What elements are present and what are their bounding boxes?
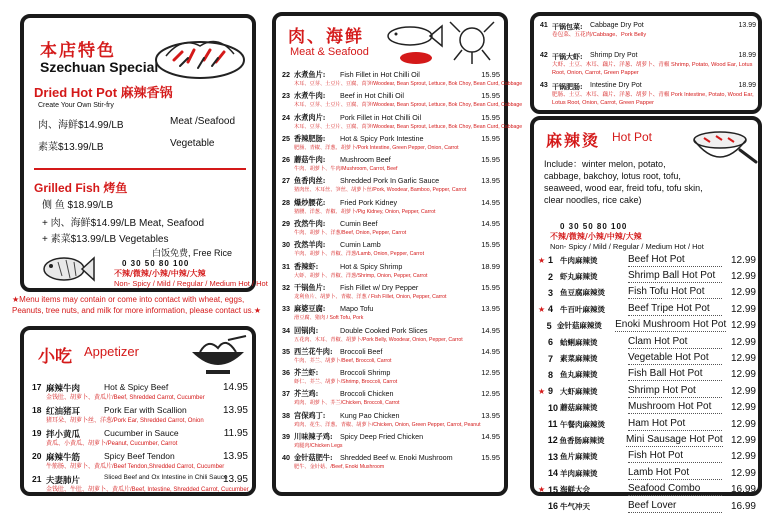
item-ingredients: 金钱肚、胡萝卜、黄瓜片/Beef, Shredded Carrot, Cucumber bbox=[46, 395, 205, 401]
list-item bbox=[538, 449, 756, 465]
item-name-en: Shredded Beef w. Enoki Mushroom bbox=[340, 453, 453, 463]
item-name-en: Cucumber in Sauce bbox=[104, 428, 179, 438]
item-name-cn: 香辣肥肠: bbox=[294, 133, 326, 143]
item-name-en: Hot & Spicy Beef bbox=[104, 382, 169, 392]
item-name-cn: 虾丸麻辣烫 bbox=[560, 272, 598, 282]
list-item bbox=[538, 498, 756, 514]
item-price: 15.95 bbox=[481, 133, 500, 143]
item-name-en: Beef Lover bbox=[628, 500, 722, 513]
item-price: 12.99 bbox=[730, 353, 756, 365]
item-ingredients: 木耳、豆芽、土豆片、豆腐、莴笋/Woodear, Bean Sprout, Lettuce, Bok Choy, Bean Curd, Cabbage bbox=[294, 123, 523, 130]
item-price: 12.99 bbox=[730, 320, 756, 332]
hotpot-price-meat-label: Meat /Seafood bbox=[170, 116, 236, 127]
dried-hotpot-subtitle: Create Your Own Stir-fry bbox=[38, 102, 114, 109]
list-item bbox=[538, 432, 756, 448]
list-item bbox=[282, 155, 500, 176]
item-name-cn: 牛百叶麻辣烫 bbox=[560, 304, 605, 314]
list-item bbox=[282, 432, 500, 453]
item-name-cn: 水煮牛肉: bbox=[294, 91, 326, 101]
item-number: 22 bbox=[282, 70, 290, 79]
meat-seafood-title-en: Meat & Seafood bbox=[290, 46, 369, 58]
item-name-en: Fried Pork Kidney bbox=[340, 197, 398, 207]
item-price: 12.99 bbox=[730, 287, 756, 299]
item-name-en: Shrimp Hot Pot bbox=[628, 385, 722, 398]
item-price: 12.99 bbox=[730, 254, 756, 266]
item-price: 14.95 bbox=[481, 197, 500, 207]
spicy-level-scale bbox=[550, 222, 704, 251]
item-name-en: Double Cooked Pork Slices bbox=[340, 325, 428, 335]
list-item bbox=[538, 301, 756, 317]
list-item bbox=[282, 389, 500, 410]
item-ingredients: 羊肉、胡萝卜、青椒、洋葱/Lamb, Onion, Pepper, Carrot bbox=[294, 251, 425, 258]
item-number: 3 bbox=[548, 287, 554, 298]
item-name-en: Hot & Spicy Shrimp bbox=[340, 261, 403, 271]
item-price: 12.99 bbox=[730, 369, 756, 381]
item-price: 12.99 bbox=[730, 336, 756, 348]
item-ingredients: 牛肉、芥兰、胡萝卜/Beef, Broccoli, Carrot bbox=[294, 357, 392, 364]
list-item bbox=[32, 474, 254, 497]
item-number: 27 bbox=[282, 176, 290, 186]
hot-pot-title-cn: 麻辣烫 bbox=[546, 131, 601, 150]
list-item bbox=[540, 22, 756, 52]
item-number: 9 bbox=[548, 386, 554, 397]
item-name-cn: 孜然羊肉: bbox=[294, 240, 326, 250]
item-number: 21 bbox=[32, 474, 42, 484]
item-number: 30 bbox=[282, 240, 290, 250]
item-price: 14.95 bbox=[481, 219, 500, 229]
meat-seafood-title-cn: 肉、海鲜 bbox=[288, 27, 364, 47]
item-ingredients: 肥肠、青椒、洋葱、胡萝卜/Pork Intestine, Green Pepper, Onion, Carrot bbox=[294, 144, 459, 151]
appetizer-title-cn: 小吃 bbox=[38, 347, 72, 367]
divider bbox=[34, 168, 246, 170]
item-number: 39 bbox=[282, 432, 290, 442]
list-item bbox=[32, 428, 254, 451]
item-number: 7 bbox=[548, 353, 554, 364]
list-item bbox=[32, 382, 254, 405]
item-number: 40 bbox=[282, 453, 290, 463]
bowl-illustration-icon bbox=[188, 336, 248, 376]
spicy-level-en: Non- Spicy / Mild / Regular / Medium Hot / Hot bbox=[550, 242, 704, 251]
item-name-cn: 鱼片麻辣烫 bbox=[560, 452, 598, 462]
item-number: 28 bbox=[282, 197, 290, 207]
list-item bbox=[538, 285, 756, 301]
item-ingredients: 鸡腿肉/Chicken Legs bbox=[294, 443, 343, 450]
list-item bbox=[282, 70, 523, 91]
item-number: 32 bbox=[282, 282, 290, 292]
item-number: 23 bbox=[282, 91, 290, 101]
item-name-en: Beef Tripe Hot Pot bbox=[628, 303, 722, 316]
item-number: 33 bbox=[282, 304, 290, 314]
list-item bbox=[282, 91, 523, 112]
list-item bbox=[538, 465, 756, 481]
hot-pot-list bbox=[538, 252, 756, 514]
spicy-level-scale bbox=[114, 246, 268, 288]
item-ingredients: 木耳、豆芽、土豆片、豆腐、莴笋/Woodear, Bean Sprout, Lettuce, Bok Choy, Bean Curd, Cabbage bbox=[294, 102, 523, 109]
item-price: 13.95 bbox=[222, 451, 248, 462]
item-name-cn: 回锅肉: bbox=[294, 325, 319, 335]
item-price: 12.95 bbox=[481, 389, 500, 399]
seafood-illustration-icon bbox=[376, 18, 502, 68]
list-item bbox=[538, 416, 756, 432]
list-item bbox=[282, 240, 500, 261]
item-name-en: Fish Tofu Hot Pot bbox=[628, 286, 722, 299]
list-item bbox=[538, 252, 756, 268]
item-number: 31 bbox=[282, 261, 290, 271]
item-ingredients: 猪腰、洋葱、青椒、胡萝卜/Pig Kidney, Onion, Pepper, Carrot bbox=[294, 208, 436, 215]
item-number: 8 bbox=[548, 369, 554, 380]
item-name-cn: 爆炒腰花: bbox=[294, 197, 326, 207]
dry-pot-list bbox=[540, 22, 756, 112]
item-name-cn: 鱼香肉丝: bbox=[294, 176, 326, 186]
item-name-cn: 蘑菇牛肉: bbox=[294, 155, 326, 165]
list-item bbox=[282, 176, 500, 197]
item-price: 15.95 bbox=[481, 91, 500, 101]
item-price: 15.95 bbox=[481, 240, 500, 250]
item-number: 14 bbox=[548, 468, 559, 479]
item-price: 13.95 bbox=[222, 474, 248, 485]
item-price: 13.95 bbox=[481, 304, 500, 314]
item-number: 35 bbox=[282, 346, 290, 356]
item-ingredients: 大虾、胡萝卜、青椒、洋葱/Shrimp, Onion, Pepper, Carrot bbox=[294, 272, 428, 279]
meat-seafood-panel bbox=[272, 12, 523, 496]
item-name-en: Mapo Tofu bbox=[340, 304, 374, 314]
spicy-level-en: Non- Spicy / Mild / Regular / Medium Hot / Hot bbox=[114, 279, 268, 288]
item-ingredients: 五花肉、木耳、青椒、胡萝卜/Pork Belly, Woodear, Onion, Pepper, Carrot bbox=[294, 336, 463, 343]
item-price: 12.99 bbox=[730, 434, 756, 446]
spicy-level-numbers: 0 30 50 80 100 bbox=[560, 222, 628, 231]
item-name-en: Mushroom Beef bbox=[340, 155, 391, 165]
item-price: 12.99 bbox=[730, 303, 756, 315]
item-name-en: Fish Hot Pot bbox=[628, 450, 722, 463]
hot-pot-title-en: Hot Pot bbox=[612, 130, 653, 144]
item-number: 43 bbox=[540, 82, 548, 89]
grilled-fish-base-price: 侧 鱼 $18.99/LB bbox=[42, 200, 114, 211]
item-price: 13.95 bbox=[481, 410, 500, 420]
item-name-en: Intestine Dry Pot bbox=[590, 82, 642, 89]
item-name-en: Sliced Beef and Ox Intestine in Chili Sauce bbox=[104, 474, 228, 481]
item-price: 15.95 bbox=[481, 112, 500, 122]
item-name-cn: 鱼丸麻辣烫 bbox=[560, 370, 598, 380]
item-name-cn: 西兰花牛肉: bbox=[294, 346, 333, 356]
item-price: 14.95 bbox=[481, 432, 500, 442]
list-item bbox=[282, 347, 500, 368]
item-price: 13.95 bbox=[481, 176, 500, 186]
list-item bbox=[540, 82, 756, 112]
item-ingredients: 鸡肉、花生、洋葱、青椒、胡萝卜/Chicken, Onion, Green Pepper, Carrot, Peanut bbox=[294, 421, 481, 428]
item-price: 13.99 bbox=[738, 22, 756, 29]
item-name-en: Broccoli Beef bbox=[340, 346, 383, 356]
item-number: 20 bbox=[32, 451, 42, 461]
item-name-en: Fish Fillet in Hot Chilli Oil bbox=[340, 70, 420, 79]
special-title-en: Szechuan Special bbox=[40, 59, 159, 75]
thumbs-up-icon: ★ bbox=[538, 485, 546, 495]
spicy-level-cn: 不辣/微辣/小辣/中辣/大辣 bbox=[114, 268, 206, 278]
item-price: 18.99 bbox=[738, 82, 756, 89]
item-name-en: Fish Ball Hot Pot bbox=[628, 368, 722, 381]
spicy-level-cn: 不辣/微辣/小辣/中辣/大辣 bbox=[550, 231, 642, 241]
item-number: 13 bbox=[548, 451, 559, 462]
item-price: 12.99 bbox=[730, 385, 756, 397]
item-name-cn: 鱼豆腐麻辣烫 bbox=[560, 288, 605, 298]
list-item bbox=[282, 411, 500, 432]
item-price: 14.95 bbox=[481, 346, 500, 356]
item-price: 14.95 bbox=[481, 325, 500, 335]
list-item bbox=[538, 318, 756, 334]
chili-dish-illustration-icon bbox=[152, 26, 248, 82]
list-item bbox=[282, 112, 523, 134]
dried-hotpot-title: Dried Hot Pot 麻辣香锅 bbox=[34, 85, 173, 100]
item-price: 12.99 bbox=[730, 402, 756, 414]
item-ingredients: 鸡肉、胡萝卜、芥兰/Chicken, Broccoli, Carrot bbox=[294, 400, 400, 407]
item-name-cn: 夫妻肺片 bbox=[46, 476, 81, 486]
list-item bbox=[538, 400, 756, 416]
item-price: 15.95 bbox=[481, 282, 500, 292]
item-name-en: Broccoli Chicken bbox=[340, 389, 394, 399]
item-name-cn: 金针菇肥牛: bbox=[294, 453, 333, 463]
item-price: 12.95 bbox=[481, 368, 500, 378]
item-number: 18 bbox=[32, 405, 42, 415]
hot-pot-panel bbox=[530, 116, 762, 512]
item-name-cn: 孜然牛肉: bbox=[294, 219, 326, 229]
hotpot-price-veg: 素菜$13.99/LB bbox=[38, 142, 104, 153]
item-ingredients: 虾仁、芥兰、胡萝卜/Shrimp, Broccoli, Carrot bbox=[294, 379, 398, 386]
item-ingredients: 大虾、土豆、木耳、藕片、洋葱、胡萝卜、青椒 Shrimp, Potato, Wood Ear, Lotus Root, Onion, Carrot, Green Papper bbox=[552, 62, 753, 76]
item-ingredients: 卷包菜、五花肉/Cabbage、Pork Belly bbox=[552, 32, 647, 38]
hotpot-price-meat: 肉、海鲜$14.99/LB bbox=[38, 120, 124, 131]
item-number: 15 bbox=[548, 484, 559, 495]
item-name-en: Broccoli Shrimp bbox=[340, 368, 391, 378]
item-name-en: Beef in Hot Chilli Oil bbox=[340, 91, 404, 101]
item-ingredients: 猪肉丝、木耳丝、笋丝、胡萝卜丝/Pork, Woodear, Bamboo, Pepper, Carrot bbox=[294, 187, 467, 194]
item-name-cn: 香辣虾: bbox=[294, 261, 319, 271]
item-name-cn: 海鲜大会 bbox=[560, 485, 590, 495]
item-price: 12.99 bbox=[730, 467, 756, 479]
item-name-cn: 干锅肥肠: bbox=[552, 82, 583, 91]
free-rice-note: 白饭免费, Free Rice bbox=[152, 248, 233, 258]
item-name-cn: 麻辣牛筋 bbox=[46, 453, 81, 463]
item-number: 10 bbox=[548, 402, 559, 413]
list-item bbox=[282, 219, 500, 240]
item-price: 15.95 bbox=[481, 453, 500, 463]
item-price: 12.99 bbox=[730, 418, 756, 430]
item-name-cn: 干锅鱼片: bbox=[294, 282, 326, 292]
item-name-cn: 牛肉麻辣烫 bbox=[560, 255, 598, 265]
item-name-en: Cumin Lamb bbox=[340, 240, 381, 250]
item-price: 14.95 bbox=[222, 382, 248, 393]
item-number: 1 bbox=[548, 255, 554, 266]
item-name-cn: 素菜麻辣烫 bbox=[560, 354, 598, 364]
thumbs-up-icon: ★ bbox=[538, 304, 546, 314]
item-number: 41 bbox=[540, 22, 548, 29]
item-number: 26 bbox=[282, 155, 290, 165]
item-ingredients: 木耳、豆芽、土豆片、豆腐、莴笋/Woodear, Bean Sprout, Lettuce, Bok Choy, Bean Curd, Cabbage bbox=[294, 81, 523, 87]
item-number: 5 bbox=[546, 320, 552, 331]
appetizer-title-en: Appetizer bbox=[84, 344, 139, 359]
grilled-fish-title: Grilled Fish 烤鱼 bbox=[34, 181, 128, 195]
item-ingredients: 滑豆腐、猪肉 / Soft Tofu, Pork bbox=[294, 315, 364, 322]
item-name-cn: 大虾麻辣烫 bbox=[560, 386, 598, 396]
item-name-cn: 麻婆豆腐: bbox=[294, 304, 326, 314]
list-item bbox=[282, 453, 500, 474]
grilled-fish-option: + 素菜$13.99/LB Vegetables bbox=[42, 234, 169, 245]
item-name-en: Shrimp Ball Hot Pot bbox=[628, 270, 722, 283]
list-item bbox=[540, 52, 756, 82]
appetizer-panel bbox=[20, 326, 256, 496]
item-ingredients: 肥牛、金针菇、/Beef, Enoki Mushroom bbox=[294, 464, 385, 471]
item-name-en: Enoki Mushroom Hot Pot bbox=[615, 319, 727, 331]
hotpot-price-veg-label: Vegetable bbox=[170, 138, 215, 149]
item-name-en: Shrimp Dry Pot bbox=[590, 52, 638, 59]
hotpot-price-row bbox=[38, 138, 215, 153]
item-name-en: Hot & Spicy Pork Intestine bbox=[340, 133, 424, 143]
item-name-cn: 鱼香肠麻辣烫 bbox=[559, 435, 605, 445]
szechuan-special-panel bbox=[20, 14, 268, 292]
item-price: 13.95 bbox=[222, 405, 248, 416]
item-ingredients: 牛筋肠、胡萝卜、黄瓜片/Beef Tendon,Shredded Carrot, Cucumber bbox=[46, 464, 225, 470]
item-name-cn: 芥兰虾: bbox=[294, 368, 319, 378]
item-name-cn: 干锅包菜: bbox=[552, 22, 583, 31]
item-name-cn: 午餐肉麻辣烫 bbox=[560, 419, 605, 429]
list-item bbox=[32, 451, 254, 474]
item-number: 37 bbox=[282, 389, 290, 399]
dry-pot-panel bbox=[530, 12, 762, 114]
item-name-en: Vegetable Hot Pot bbox=[628, 352, 722, 365]
fish-illustration-icon bbox=[38, 252, 96, 286]
appetizer-list bbox=[32, 382, 254, 497]
thumbs-up-icon: ★ bbox=[538, 255, 546, 265]
item-name-cn: 麻辣牛肉 bbox=[46, 384, 81, 394]
item-name-en: Mini Sausage Hot Pot bbox=[625, 433, 723, 445]
item-number: 38 bbox=[282, 410, 290, 420]
list-item bbox=[282, 283, 500, 304]
item-price: 18.99 bbox=[738, 52, 756, 59]
item-number: 16 bbox=[548, 501, 559, 512]
item-ingredients: 龙利鱼片、胡萝卜、青椒、洋葱 / Fish Fillet, Onion, Pepper, Carrot bbox=[294, 293, 447, 300]
item-name-en: Spicy Beef Tendon bbox=[104, 451, 175, 461]
item-price: 16.99 bbox=[730, 500, 756, 512]
spicy-level-numbers: 0 30 50 80 100 bbox=[122, 259, 190, 268]
item-number: 25 bbox=[282, 133, 290, 143]
item-number: 4 bbox=[548, 304, 554, 315]
list-item bbox=[538, 367, 756, 383]
hotpot-price-row bbox=[38, 116, 235, 131]
item-price: 11.95 bbox=[223, 428, 248, 439]
item-name-en: Mushroom Hot Pot bbox=[628, 401, 722, 414]
item-number: 24 bbox=[282, 112, 290, 122]
item-name-cn: 水煮鱼片: bbox=[294, 70, 326, 79]
item-price: 12.99 bbox=[730, 271, 756, 283]
item-name-en: Cabbage Dry Pot bbox=[590, 22, 644, 29]
item-ingredients: 牛肉、胡萝卜、洋葱/Beef, Onion, Pepper, Carrot bbox=[294, 230, 407, 237]
grilled-fish-option: + 肉、海鲜$14.99/LB Meat, Seafood bbox=[42, 218, 205, 229]
item-name-en: Fish Fillet w/ Dry Pepper bbox=[340, 282, 419, 292]
item-ingredients: 黄瓜、小黄瓜、胡萝卜/Peanut, Cucumber, Carrot bbox=[46, 441, 178, 447]
item-ingredients: 肥肠、土豆、木耳、藕片、洋葱、胡萝卜、青椒 Pork Intestine, Potato, Wood Ear, Lotus Root, Onion, Carrot, Green Papper bbox=[552, 92, 754, 106]
item-number: 11 bbox=[548, 419, 558, 430]
item-number: 34 bbox=[282, 325, 290, 335]
list-item bbox=[282, 262, 500, 283]
item-number: 2 bbox=[548, 271, 554, 282]
item-name-cn: 拌小黄瓜 bbox=[46, 430, 81, 440]
item-ingredients: 牛肉、胡萝卜、牛肉/Mushroom, Carrot, Beef bbox=[294, 166, 398, 173]
item-name-cn: 芥兰鸡: bbox=[294, 389, 319, 399]
item-name-en: Pork Fillet in Hot Chilli Oil bbox=[340, 112, 422, 122]
item-price: 16.99 bbox=[730, 484, 756, 496]
item-name-en: Lamb Hot Pot bbox=[628, 467, 722, 480]
item-number: 19 bbox=[32, 428, 42, 438]
list-item bbox=[282, 368, 500, 389]
list-item bbox=[282, 198, 500, 219]
item-name-en: Spicy Deep Fried Chicken bbox=[340, 432, 424, 442]
allergy-notice: ★Menu items may contain or come into contact with wheat, eggs, Peanuts, tree nuts, and milk for more information, please contact us.★ bbox=[12, 295, 262, 315]
item-name-en: Cumin Beef bbox=[340, 219, 378, 229]
item-name-en: Kung Pao Chicken bbox=[340, 410, 400, 420]
list-item bbox=[538, 383, 756, 399]
item-number: 29 bbox=[282, 219, 290, 229]
list-item bbox=[538, 350, 756, 366]
item-name-cn: 蘑菇麻辣烫 bbox=[560, 403, 598, 413]
item-number: 17 bbox=[32, 382, 42, 392]
meat-seafood-list bbox=[282, 70, 523, 475]
item-ingredients: 金钱肚、牛肚、胡萝卜、黄瓜片/Beef, Intestine, Shredded Carrot, Cucumber bbox=[46, 487, 249, 493]
item-ingredients: 猪耳朵、胡萝卜丝、洋葱/Pork Ear, Shredded Carrot, Onion bbox=[46, 418, 204, 424]
list-item bbox=[32, 405, 254, 428]
item-name-en: Beef Hot Pot bbox=[628, 254, 722, 267]
item-number: 12 bbox=[547, 435, 558, 446]
list-item bbox=[538, 334, 756, 350]
list-item bbox=[282, 134, 500, 155]
item-name-cn: 羊肉麻辣烫 bbox=[560, 468, 598, 478]
item-name-en: Ham Hot Pot bbox=[628, 418, 722, 431]
item-price: 15.95 bbox=[481, 70, 500, 79]
item-price: 12.99 bbox=[730, 451, 756, 463]
list-item bbox=[538, 481, 756, 497]
list-item bbox=[282, 326, 500, 347]
list-item bbox=[538, 268, 756, 284]
item-name-cn: 牛气冲天 bbox=[560, 501, 590, 511]
item-name-cn: 干锅大虾: bbox=[552, 52, 583, 61]
thumbs-up-icon: ★ bbox=[538, 386, 546, 396]
item-name-cn: 蛤蜊麻辣烫 bbox=[560, 337, 598, 347]
item-name-en: Shredded Pork In Garlic Sauce bbox=[340, 176, 440, 186]
item-name-en: Clam Hot Pot bbox=[628, 336, 722, 349]
item-number: 42 bbox=[540, 52, 548, 59]
item-name-cn: 金针菇麻辣烫 bbox=[556, 321, 602, 331]
item-number: 36 bbox=[282, 368, 290, 378]
item-name-en: Pork Ear with Scallion bbox=[104, 405, 187, 415]
item-name-cn: 川味辣子鸡: bbox=[294, 432, 333, 442]
item-price: 18.99 bbox=[481, 261, 500, 271]
list-item bbox=[282, 304, 500, 325]
item-number: 6 bbox=[548, 337, 554, 348]
item-price: 15.95 bbox=[481, 155, 500, 165]
hot-pot-include-note: Include：winter melon, potato, cabbage, bakchoy, lotus root, tofu, seaweed, wood ear, freid tofu, tofu skin, clear noodles, rice cake) bbox=[544, 159, 703, 205]
item-name-cn: 水煮肉片: bbox=[294, 112, 326, 122]
item-name-cn: 宫保鸡丁: bbox=[294, 410, 326, 420]
special-title-cn: 本店特色 bbox=[40, 41, 116, 61]
item-name-en: Seafood Combo bbox=[628, 483, 722, 496]
item-name-cn: 红油猪耳 bbox=[46, 407, 81, 417]
